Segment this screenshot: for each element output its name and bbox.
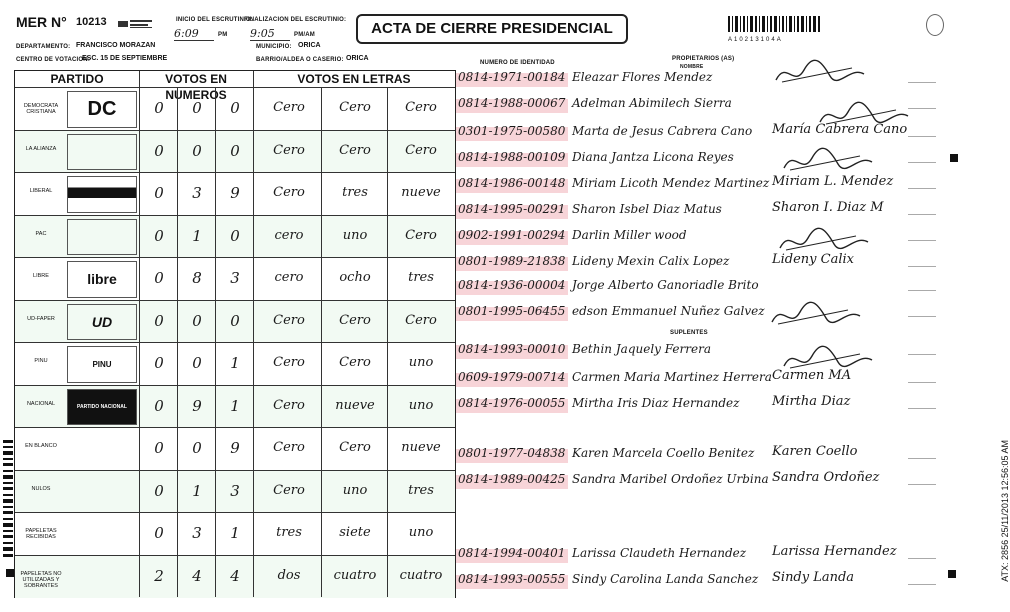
margin-line	[908, 354, 936, 355]
identity-number: 0814-1976-00055	[458, 396, 566, 410]
margin-line	[908, 382, 936, 383]
party-logo	[67, 389, 137, 426]
party-logo-text: PARTIDO NACIONAL	[77, 403, 127, 410]
vote-word: Cero	[273, 440, 305, 456]
member-signature: Miriam L. Mendez	[772, 174, 894, 189]
side-barcode	[3, 440, 13, 560]
margin-line	[908, 82, 936, 83]
party-logo-text: libre	[87, 271, 117, 288]
vote-row	[15, 215, 455, 259]
identity-number: 0814-1989-00425	[458, 472, 566, 486]
identity-number: 0801-1995-06455	[458, 304, 566, 318]
member-name: edson Emmanuel Nuñez Galvez	[572, 304, 765, 318]
vote-word: tres	[276, 525, 302, 541]
member-signature: Carmen MA	[772, 368, 852, 383]
margin-line	[908, 484, 936, 485]
vote-word: Cero	[273, 482, 305, 498]
party-logo	[67, 261, 137, 298]
vote-word: Cero	[339, 440, 371, 456]
vote-digit: 0	[192, 141, 202, 160]
signature-scribble-icon	[772, 58, 872, 88]
mer-label: MER N°	[16, 14, 67, 30]
member-signature: Sindy Landa	[772, 570, 855, 585]
centro-value: ESC. 15 DE SEPTIEMBRE	[82, 55, 168, 62]
vote-word: uno	[408, 355, 434, 371]
barcode	[728, 16, 820, 38]
member-name: Lideny Mexin Calix Lopez	[572, 254, 730, 268]
party-logo	[67, 304, 137, 341]
barrio-value: ORICA	[346, 55, 369, 62]
registration-mark	[948, 570, 956, 578]
member-name: Adelman Abimilech Sierra	[572, 96, 732, 110]
vote-digit: 3	[192, 184, 202, 203]
vote-digit: 0	[154, 481, 164, 500]
vote-digit: 0	[154, 269, 164, 288]
identity-number: 0801-1977-04838	[458, 446, 566, 460]
party-logo	[67, 134, 137, 171]
vote-digit: 0	[154, 354, 164, 373]
header-votos-letras: VOTOS EN LETRAS	[297, 72, 411, 86]
member-name: Karen Marcela Coello Benitez	[572, 446, 755, 460]
party-name: LA ALIANZA	[25, 145, 57, 152]
propietarios-label: PROPIETARIOS (AS)	[672, 56, 735, 62]
margin-line	[908, 316, 936, 317]
signature-scribble-icon	[816, 100, 916, 130]
vote-row	[15, 87, 455, 131]
member-signature: Sandra Ordoñez	[772, 470, 880, 485]
vote-row	[15, 470, 455, 514]
vote-digit: 8	[192, 269, 202, 288]
nombre-label: NOMBRE	[680, 64, 704, 70]
vote-digit: 1	[230, 354, 240, 373]
vote-digit: 3	[230, 481, 240, 500]
inicio-label: INICIO DEL ESCRUTINIO:	[176, 17, 253, 23]
vote-digit: 9	[230, 184, 240, 203]
party-name: PAPELETAS NO UTILIZADAS Y SOBRANTES	[20, 570, 62, 589]
party-name: PINU	[34, 358, 48, 365]
vote-word: Cero	[405, 142, 437, 158]
departamento-value: FRANCISCO MORAZAN	[76, 42, 156, 49]
margin-line	[908, 558, 936, 559]
signature-scribble-icon	[780, 344, 880, 374]
header-partido: PARTIDO	[50, 72, 104, 86]
signature-scribble-icon	[776, 226, 876, 256]
party-name: LIBERAL	[29, 188, 53, 195]
vote-digit: 0	[192, 99, 202, 118]
member-signature: Sharon I. Diaz M	[772, 200, 884, 215]
member-signature: Mirtha Diaz	[772, 394, 851, 409]
vote-digit: 0	[154, 396, 164, 415]
identity-number: 0902-1991-00294	[458, 228, 566, 242]
member-signature: María Cabrera Cano	[772, 122, 908, 137]
vote-row	[15, 130, 455, 174]
centro-label: CENTRO DE VOTACION:	[16, 57, 91, 63]
member-name: Marta de Jesus Cabrera Cano	[572, 124, 753, 138]
margin-line	[908, 136, 936, 137]
vote-digit: 9	[192, 396, 202, 415]
margin-line	[908, 458, 936, 459]
member-signature: Larissa Hernandez	[772, 544, 897, 559]
vote-digit: 0	[230, 141, 240, 160]
vote-row	[15, 385, 455, 429]
suplentes-label: SUPLENTES	[670, 330, 708, 336]
vote-digit: 2	[154, 566, 164, 585]
final-label: FINALIZACION DEL ESCRUTINIO:	[244, 17, 347, 23]
member-name: Miriam Licoth Mendez Martinez	[572, 176, 770, 190]
member-name: Sharon Isbel Diaz Matus	[572, 202, 722, 216]
inicio-time: 6:09	[174, 27, 214, 41]
party-logo-text: PINU	[92, 359, 112, 369]
header-votos-numeros: VOTOS EN NUMEROS	[165, 72, 227, 102]
vote-digit: 1	[192, 226, 202, 245]
identity-number: 0814-1988-00109	[458, 150, 566, 164]
margin-line	[908, 214, 936, 215]
vote-digit: 4	[230, 566, 240, 585]
vote-word: uno	[408, 525, 434, 541]
party-name: NACIONAL	[26, 400, 56, 407]
identity-number: 0814-1993-00010	[458, 342, 566, 356]
side-barcode-icon	[3, 440, 13, 560]
vote-row	[15, 512, 455, 556]
round-target-icon	[926, 14, 944, 36]
member-signature: Karen Coello	[772, 444, 858, 459]
barcode-icon	[728, 16, 820, 38]
party-name: LIBRE	[33, 273, 49, 280]
vote-digit: 0	[154, 439, 164, 458]
vote-digit: 0	[230, 311, 240, 330]
vote-row	[15, 555, 455, 599]
final-time: 9:05	[250, 27, 290, 41]
vote-word: Cero	[339, 312, 371, 328]
vote-word: nueve	[401, 185, 441, 201]
member-name: Larissa Claudeth Hernandez	[572, 546, 747, 560]
vote-digit: 0	[154, 184, 164, 203]
party-logo	[67, 219, 137, 256]
vote-digit: 0	[192, 311, 202, 330]
vote-row	[15, 257, 455, 301]
member-signature: Lideny Calix	[772, 252, 854, 267]
member-name: Jorge Alberto Ganoriadle Brito	[572, 278, 759, 292]
margin-line	[908, 188, 936, 189]
identity-number: 0814-1988-00067	[458, 96, 566, 110]
document-title: ACTA DE CIERRE PRESIDENCIAL	[356, 14, 628, 44]
identidad-label: NUMERO DE IDENTIDAD	[480, 60, 555, 66]
party-logo-text: UD	[91, 313, 113, 330]
vote-word: Cero	[273, 355, 305, 371]
margin-line	[908, 266, 936, 267]
margin-line	[908, 162, 936, 163]
vote-word: Cero	[273, 185, 305, 201]
vote-word: siete	[339, 525, 371, 541]
vote-word: Cero	[273, 100, 305, 116]
vote-word: nueve	[401, 440, 441, 456]
party-name: UD-FAPER	[27, 315, 55, 322]
header-logo	[116, 17, 156, 29]
vote-word: Cero	[339, 142, 371, 158]
party-name: PAPELETAS RECIBIDAS	[25, 528, 57, 541]
vote-digit: 0	[230, 226, 240, 245]
signature-scribble-icon	[768, 300, 868, 330]
vote-word: cero	[274, 227, 304, 243]
vote-digit: 1	[230, 396, 240, 415]
vote-word: tres	[342, 185, 368, 201]
member-name: Carmen Maria Martinez Herrera	[572, 370, 772, 384]
member-name: Eleazar Flores Mendez	[572, 70, 713, 84]
member-name: Diana Jantza Licona Reyes	[572, 150, 734, 164]
member-name: Mirtha Iris Diaz Hernandez	[572, 396, 740, 410]
tse-logo-icon	[116, 18, 156, 30]
vote-word: tres	[408, 270, 434, 286]
vote-digit: 0	[154, 311, 164, 330]
identity-number: 0301-1975-00580	[458, 124, 566, 138]
member-name: Sandra Maribel Ordoñez Urbina	[572, 472, 769, 486]
vote-word: cero	[274, 270, 304, 286]
vote-word: Cero	[405, 227, 437, 243]
vote-word: cuatro	[333, 567, 377, 583]
vote-row	[15, 342, 455, 386]
vote-digit: 1	[192, 481, 202, 500]
vote-word: tres	[408, 482, 434, 498]
municipio-label: MUNICIPIO:	[256, 44, 292, 50]
signature-scribble-icon	[780, 146, 880, 176]
vote-digit: 0	[154, 141, 164, 160]
member-name: Darlin Miller wood	[572, 228, 687, 242]
vote-digit: 0	[192, 354, 202, 373]
vote-digit: 0	[154, 99, 164, 118]
vote-word: Cero	[273, 142, 305, 158]
vote-word: uno	[342, 227, 368, 243]
party-logo	[67, 91, 137, 128]
vote-word: uno	[408, 397, 434, 413]
vote-word: dos	[277, 567, 301, 583]
registration-mark	[950, 154, 958, 162]
vote-digit: 0	[154, 524, 164, 543]
vote-word: Cero	[339, 355, 371, 371]
vote-word: ocho	[339, 270, 371, 286]
vote-digit: 0	[192, 439, 202, 458]
identity-number: 0609-1979-00714	[458, 370, 566, 384]
identity-number: 0814-1986-00148	[458, 176, 566, 190]
identity-number: 0814-1994-00401	[458, 546, 566, 560]
margin-line	[908, 290, 936, 291]
vote-word: Cero	[405, 100, 437, 116]
vote-word: cuatro	[399, 567, 443, 583]
party-logo	[67, 176, 137, 213]
party-logo	[67, 346, 137, 383]
vote-word: Cero	[273, 397, 305, 413]
vote-row	[15, 300, 455, 344]
departamento-label: DEPARTAMENTO:	[16, 44, 71, 50]
margin-line	[908, 584, 936, 585]
member-name: Bethin Jaquely Ferrera	[572, 342, 711, 356]
vote-digit: 4	[192, 566, 202, 585]
vote-word: uno	[342, 482, 368, 498]
registration-mark	[6, 569, 14, 577]
timestamp-stamp: ATX: 2856 25/11/2013 12:56:05 AM	[1000, 440, 1010, 582]
vote-word: nueve	[335, 397, 375, 413]
party-name: DEMOCRATA CRISTIANA	[23, 103, 59, 116]
vote-row	[15, 172, 455, 216]
vote-digit: 3	[192, 524, 202, 543]
vote-digit: 9	[230, 439, 240, 458]
barcode-number: A10213104A	[728, 37, 783, 43]
vote-digit: 3	[230, 269, 240, 288]
party-logo-text: DC	[87, 97, 117, 120]
final-suffix: PM/AM	[294, 32, 315, 38]
identity-number: 0801-1989-21838	[458, 254, 566, 268]
party-name: EN BLANCO	[25, 443, 57, 450]
identity-number: 0814-1993-00555	[458, 572, 566, 586]
vote-word: Cero	[273, 312, 305, 328]
identity-number: 0814-1995-00291	[458, 202, 566, 216]
margin-line	[908, 408, 936, 409]
barrio-label: BARRIO/ALDEA O CASERIO:	[256, 57, 344, 63]
member-name: Sindy Carolina Landa Sanchez	[572, 572, 759, 586]
party-name: PAC	[35, 230, 47, 237]
mer-number: 10213	[76, 16, 107, 28]
vote-digit: 0	[230, 99, 240, 118]
vote-digit: 0	[154, 226, 164, 245]
municipio-value: ORICA	[298, 42, 321, 49]
identity-number: 0814-1936-00004	[458, 278, 566, 292]
vote-digit: 1	[230, 524, 240, 543]
vote-row	[15, 427, 455, 471]
vote-word: Cero	[405, 312, 437, 328]
party-name: NULOS	[31, 485, 51, 492]
identity-number: 0814-1971-00184	[458, 70, 566, 84]
inicio-suffix: PM	[218, 32, 228, 38]
vote-table	[14, 70, 456, 598]
margin-line	[908, 240, 936, 241]
vote-word: Cero	[339, 100, 371, 116]
